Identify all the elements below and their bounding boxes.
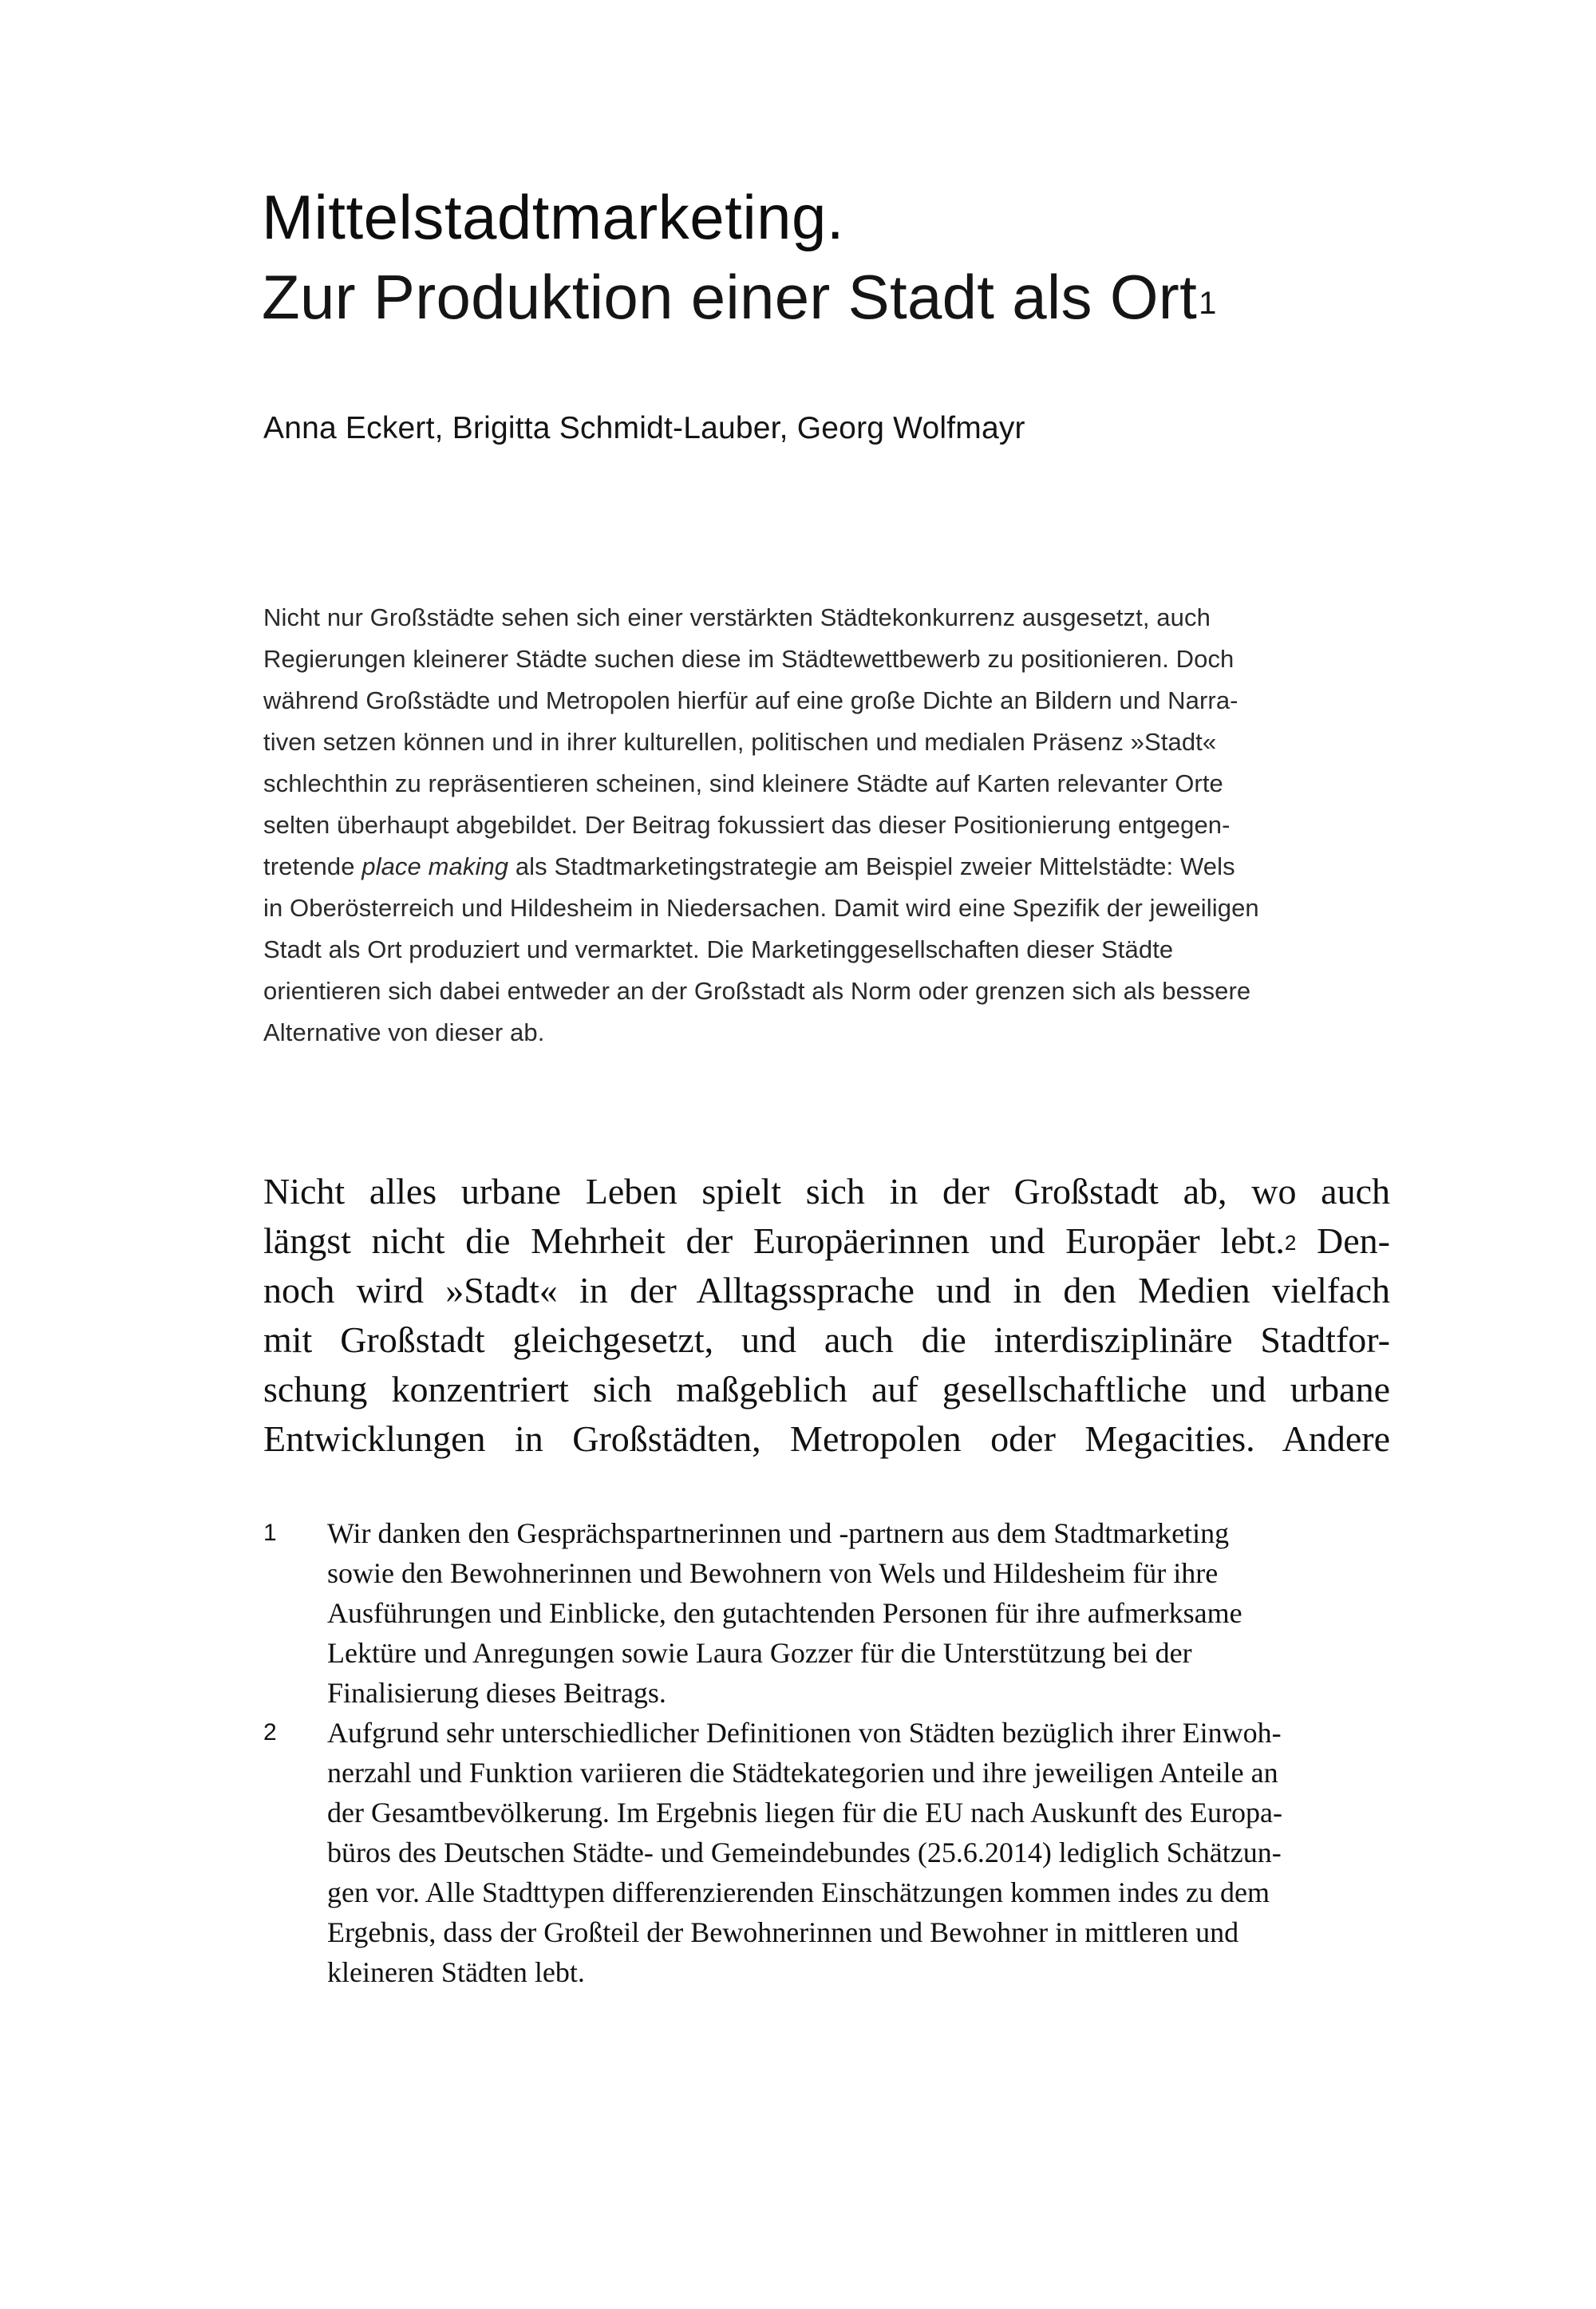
author-list: Anna Eckert, Brigitta Schmidt-Lauber, Georg Wolfmayr [263,411,1025,445]
abstract-text: als Stadtmarketingstrategie am Beispiel zweier Mittelstädte: Wels [508,852,1235,880]
article-title: Mittelstadtmarketing. [262,182,845,252]
body-line: mit Großstadt gleichgesetzt, und auch die interdisziplinäre Stadtfor- [263,1319,1390,1360]
footnote-line: Ergebnis, dass der Großteil der Bewohnerinnen und Bewohner in mittleren und [327,1916,1239,1948]
footnote-line: Finalisierung dieses Beitrags. [327,1677,666,1709]
footnote-line: Aufgrund sehr unterschiedlicher Definitionen von Städten bezüglich ihrer Einwoh- [327,1717,1282,1749]
body-line [263,1216,1390,1266]
body-line: schung konzentriert sich maßgeblich auf gesellschaftliche und urbane [263,1369,1390,1410]
abstract-line: orientieren sich dabei entweder an der Großstadt als Norm oder grenzen sich als bessere [263,977,1251,1005]
footnote-1 [263,1513,1396,1713]
footnote-text [327,1713,1396,1992]
body-line: Nicht alles urbane Leben spielt sich in der Großstadt ab, wo auch [263,1171,1390,1212]
abstract [263,597,1381,1054]
abstract-line: selten überhaupt abgebildet. Der Beitrag fokussiert das dieser Positionierung entgegen- [263,811,1231,839]
abstract-line: Nicht nur Großstädte sehen sich einer verstärkten Städtekonkurrenz ausgesetzt, auch [263,603,1211,631]
footnote-line: kleineren Städten lebt. [327,1956,585,1988]
abstract-line: tiven setzen können und in ihrer kulturellen, politischen und medialen Präsenz »Stadt« [263,728,1217,756]
footnote-number: 1 [263,1520,277,1546]
footnote-ref-2[interactable]: 2 [1284,1231,1297,1255]
body-text: längst nicht die Mehrheit der Europäerinnen und Europäer lebt. [263,1220,1285,1261]
footnote-2 [263,1713,1396,1992]
footnote-number: 2 [263,1719,277,1746]
abstract-italic-term: place making [361,852,509,880]
abstract-line: schlechthin zu repräsentieren scheinen, sind kleinere Städte auf Karten relevanter Orte [263,769,1223,797]
abstract-text: tretende [263,852,362,880]
footnote-line: büros des Deutschen Städte- und Gemeindebundes (25.6.2014) lediglich Schätzun- [327,1837,1282,1868]
footnote-line: Ausführungen und Einblicke, den gutachtenden Personen für ihre aufmerksame [327,1597,1242,1629]
body-text: Den- [1296,1220,1390,1261]
footnote-line: der Gesamtbevölkerung. Im Ergebnis liegen für die EU nach Auskunft des Europa- [327,1797,1282,1829]
footnote-line: nerzahl und Funktion variieren die Städtekategorien und ihre jeweiligen Anteile an [327,1757,1278,1789]
body-line: Entwicklungen in Großstädten, Metropolen oder Megacities. Andere [263,1418,1390,1459]
article-subtitle-text: Zur Produktion einer Stadt als Ort [262,262,1198,332]
abstract-line: Stadt als Ort produziert und vermarktet. Die Marketinggesellschaften dieser Städte [263,935,1174,963]
abstract-line [263,846,1381,888]
abstract-line: Regierungen kleinerer Städte suchen diese im Städtewettbewerb zu positionieren. Doch [263,645,1235,673]
footnote-ref-1[interactable]: 1 [1199,286,1217,321]
abstract-line: in Oberösterreich und Hildesheim in Niedersachen. Damit wird eine Spezifik der jeweiligen [263,894,1259,922]
footnote-text [327,1513,1396,1713]
footnote-line: gen vor. Alle Stadttypen differenzierenden Einschätzungen kommen indes zu dem [327,1876,1270,1908]
body-paragraph [263,1167,1390,1464]
footnote-line: Wir danken den Gesprächspartnerinnen und -partnern aus dem Stadtmarketing [327,1517,1230,1549]
footnote-line: Lektüre und Anregungen sowie Laura Gozzer für die Unterstützung bei der [327,1637,1192,1669]
title-block [262,177,1395,337]
article-subtitle [262,257,1395,337]
abstract-line: während Großstädte und Metropolen hierfür auf eine große Dichte an Bildern und Narra- [263,686,1238,714]
footnote-line: sowie den Bewohnerinnen und Bewohnern von Wels und Hildesheim für ihre [327,1557,1219,1589]
body-line: noch wird »Stadt« in der Alltagssprache und in den Medien vielfach [263,1270,1390,1311]
abstract-line: Alternative von dieser ab. [263,1018,545,1046]
footnotes [263,1513,1396,1992]
